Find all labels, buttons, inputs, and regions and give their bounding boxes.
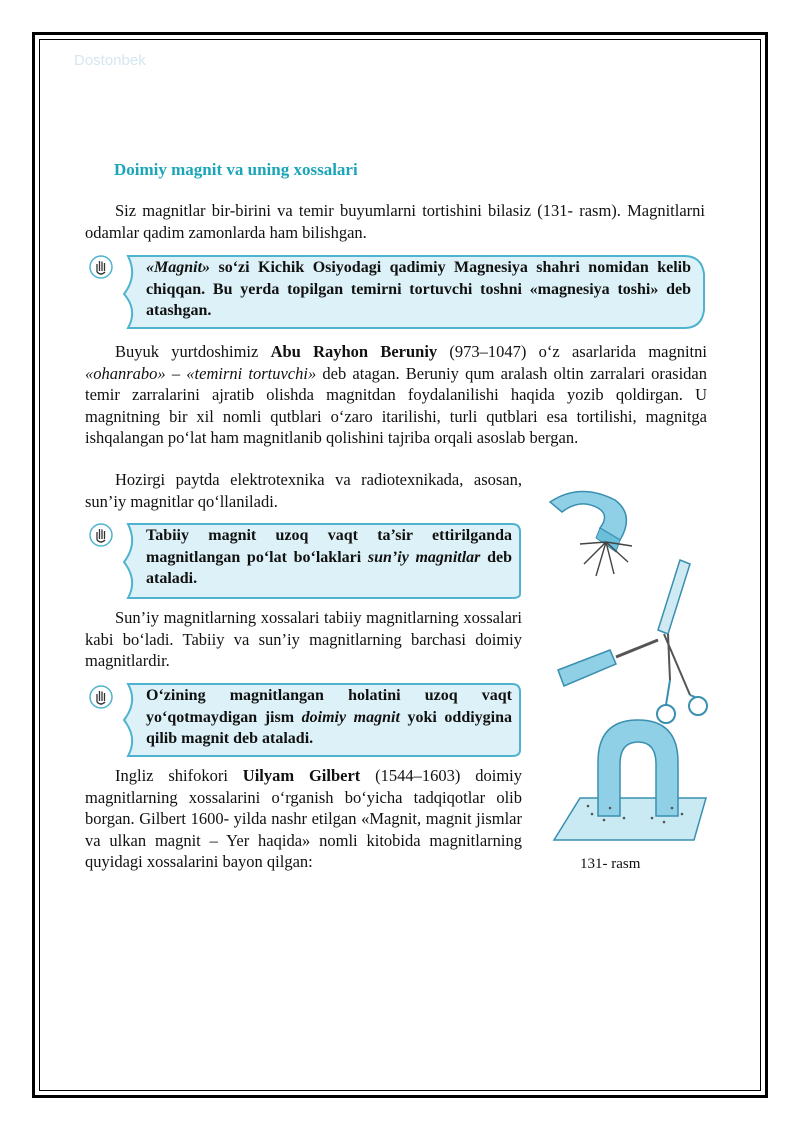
callout-body: Tabiiy magnit uzoq vaqt ta’sir ettirilganda magnitlangan po‘lat bo‘laklari — [146, 527, 512, 566]
hand-icon — [88, 522, 114, 548]
callout-artificial-magnet-definition — [86, 518, 526, 602]
callout-italic-term: «Magnit» — [146, 259, 211, 276]
paragraph-artificial-magnets — [85, 469, 522, 512]
callout-text — [146, 685, 512, 750]
figure-131 — [540, 480, 740, 860]
screwdriver-and-scissors-icon — [558, 560, 707, 723]
magnet-in-iron-filings-icon — [554, 720, 706, 840]
callout-body-end: deb ataladi. — [146, 548, 512, 587]
p4-text: Sun’iy magnitlarning xossalari tabiiy magnitlarning xossalari kabi bo‘ladi. Tabiiy va sun’iy magnitlarning barchasi doimiy magnitlardir. — [85, 608, 522, 670]
paragraph-gilbert — [85, 765, 522, 873]
paragraph-beruniy — [85, 341, 707, 449]
horseshoe-magnet-with-nails-icon — [550, 491, 632, 576]
paragraph-intro-text: Siz magnitlar bir-birini va temir buyumlarni tortishini bilasiz (131- rasm). Magnitlarni odamlar qadim zamonlarda ham bilishgan. — [85, 201, 705, 242]
callout-italic-term: sun’iy magnitlar — [367, 548, 481, 566]
p5-text-a: Ingliz shifokori — [115, 766, 243, 785]
paragraph-intro — [85, 200, 705, 243]
p2-text-c: (973–1047) o‘z asarlarida magnitni — [437, 342, 707, 361]
section-title: Doimiy magnit va uning xossalari — [114, 160, 358, 179]
ohanrabo-term: «ohanrabo» – «temirni tortuvchi» — [85, 363, 317, 383]
hand-icon — [88, 254, 114, 280]
hand-icon — [88, 684, 114, 710]
callout-text — [146, 525, 512, 590]
paragraph-properties — [85, 607, 522, 672]
p3-text: Hozirgi paytda elektrotexnika va radiotexnikada, asosan, sun’iy magnitlar qo‘llaniladi. — [85, 470, 522, 511]
callout-magnit-origin — [86, 250, 708, 334]
figure-caption: 131- rasm — [580, 856, 641, 872]
callout-permanent-magnet-definition — [86, 680, 526, 758]
p2-text-a: Buyuk yurtdoshimiz — [115, 342, 271, 361]
p5-text-c: (1544–1603) doimiy magnitlarning xossalarini o‘rganish bo‘yicha tadqiqotlar olib borgan. Gilbert 1600- yilda nashr etilgan «Magnit, magnit jismlar va ulkan magnit – Yer haqida» nomli kitobida magnitlarning quyidagi xossalarini bayon qilgan: — [85, 766, 522, 871]
callout-body: so‘zi Kichik Osiyodagi qadimiy Magnesiya shahri nomidan kelib chiqqan. Bu yerda topilgan temirni tortuvchi toshni «magnesiya toshi» deb atashgan. — [146, 259, 691, 319]
callout-italic-term: doimiy magnit — [301, 708, 400, 726]
callout-body: O‘zining magnitlangan holatini uzoq vaqt yo‘qotmaydigan jism — [146, 687, 512, 726]
callout-text — [146, 257, 691, 322]
gilbert-name: Uilyam Gilbert — [242, 766, 361, 785]
watermark: Dostonbek — [74, 52, 146, 69]
callout-body-end: yoki oddiygina qilib magnit deb ataladi. — [146, 708, 513, 747]
beruniy-name: Abu Rayhon Beruniy — [270, 342, 438, 361]
p2-text-e: deb atagan. Beruniy qum aralash oltin zarralari orasidan temir zarralarini ajratib olishda magnitdan foydalanilishi haqida yozib qoldirgan. U magnitning bir xil nomli qutblari o‘zaro itarilishi, turli qutblari esa tortilishi, magnitga ishqalangan po‘lat ham magnitlanib qolishini tajriba orqali asoslab bergan. — [85, 363, 708, 447]
